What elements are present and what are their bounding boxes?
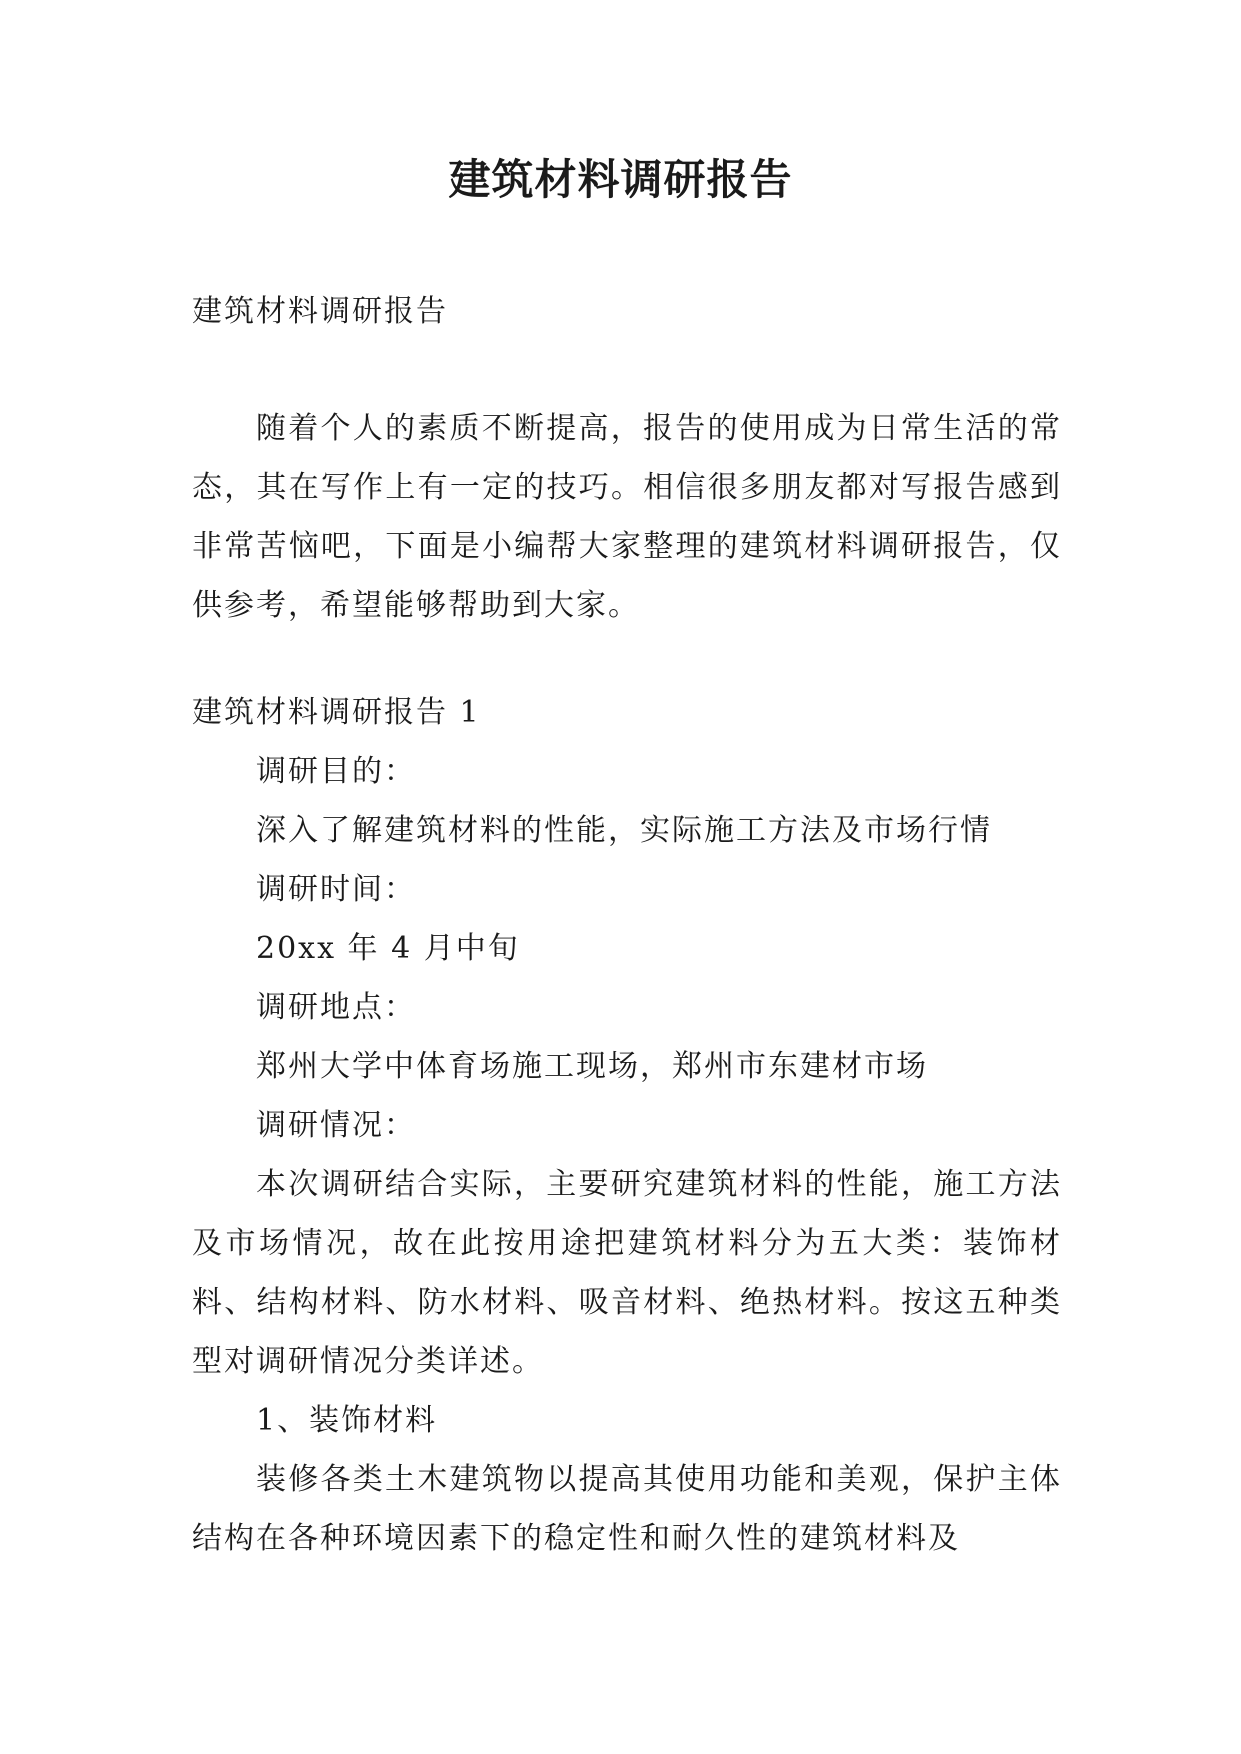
purpose-value: 深入了解建筑材料的性能，实际施工方法及市场行情 xyxy=(256,813,992,848)
situation-paragraph: 本次调研结合实际，主要研究建筑材料的性能，施工方法及市场情况，故在此按用途把建筑材料分为五大类：装饰材料、结构材料、防水材料、吸音材料、绝热材料。按这五种类型对调研情况分类详述。 xyxy=(192,1167,1062,1379)
decor-paragraph: 装修各类土木建筑物以提高其使用功能和美观，保护主体结构在各种环境因素下的稳定性和耐久性的建筑材料及 xyxy=(192,1462,1062,1556)
place-label: 调研地点： xyxy=(256,990,416,1025)
spacer xyxy=(192,341,1062,399)
purpose-label: 调研目的： xyxy=(256,754,416,789)
time-label: 调研时间： xyxy=(256,872,416,907)
decor-heading: 1、装饰材料 xyxy=(256,1403,438,1438)
section-heading: 建筑材料调研报告 1 xyxy=(192,695,481,730)
place-value: 郑州大学中体育场施工现场，郑州市东建材市场 xyxy=(256,1049,928,1084)
spacer xyxy=(192,635,1062,683)
time-value: 20xx 年 4 月中旬 xyxy=(256,931,520,966)
intro-paragraph: 随着个人的素质不断提高，报告的使用成为日常生活的常态，其在写作上有一定的技巧。相信很多朋友都对写报告感到非常苦恼吧，下面是小编帮大家整理的建筑材料调研报告，仅供参考，希望能够帮助到大家。 xyxy=(192,411,1062,623)
situation-label: 调研情况： xyxy=(256,1108,416,1143)
document-body xyxy=(192,282,1062,1568)
document-subtitle: 建筑材料调研报告 xyxy=(192,294,448,329)
document-title: 建筑材料调研报告 xyxy=(448,155,793,204)
